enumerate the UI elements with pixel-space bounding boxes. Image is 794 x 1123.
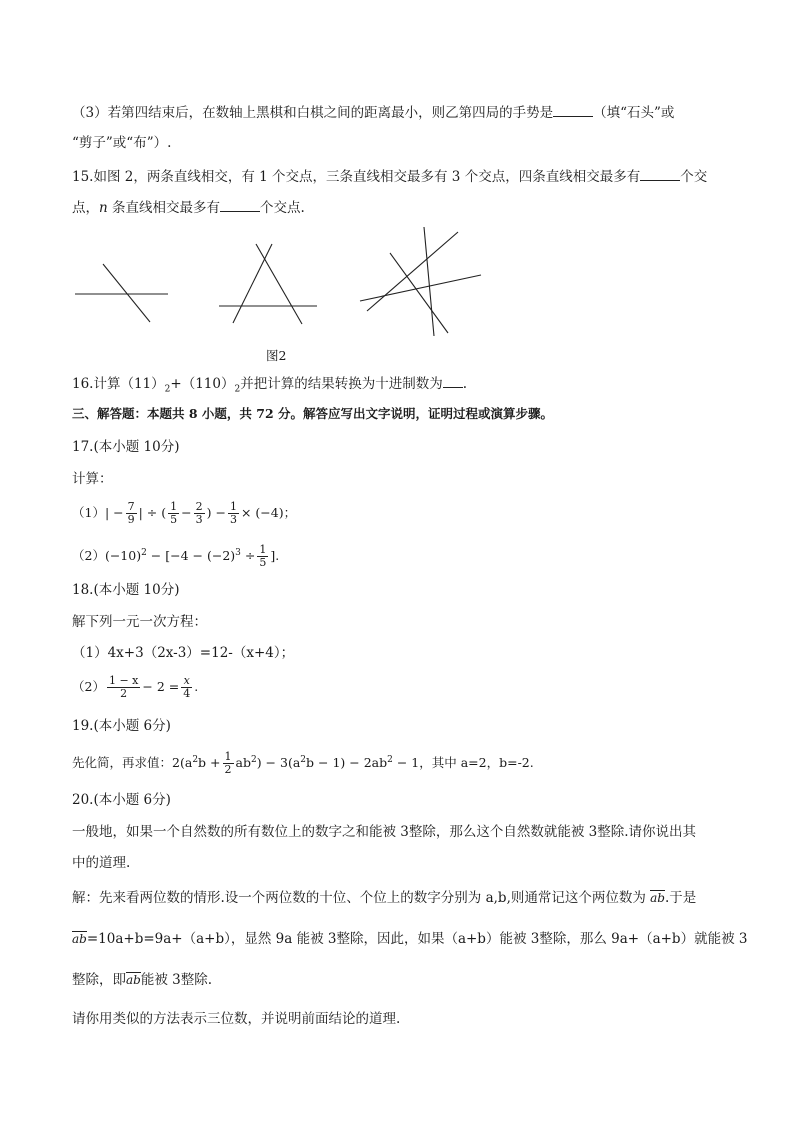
- q17-heading: 17.(本小题 10分): [72, 439, 180, 455]
- q16-line: 16.计算$(11)_2+(110)_2$并把计算的结果转换为十进制数为 .: [72, 373, 467, 400]
- q20-line5: 整除，即ab能被 3整除.: [72, 972, 213, 988]
- q18-heading: 18.(本小题 10分): [72, 582, 180, 598]
- fraction: $\frac{1}{3}$: [229, 500, 237, 526]
- q19-problem: 先化简，再求值：$2(a^2b$ + $\frac{1}{2}$ $ab^2) - 3(a^2b - 1) - 2ab^2 - 1$，其中 a=2，b=-2.: [72, 750, 534, 777]
- q18-part1: （1）4x+3（2x-3）=12-（x+4）；: [72, 645, 295, 661]
- q14-part3-line2: “剪子”或“布”）.: [72, 135, 172, 151]
- overline-ab: ab: [126, 973, 141, 987]
- figure-caption: 图2: [266, 348, 287, 363]
- q20-line4: ab=10a+b=9a+（a+b），显然 9a 能被 3整除，因此，如果（a+b）能被 3整除，那么 9a+（a+b）就能被 3: [72, 931, 748, 947]
- figure-2-intersecting-lines: [0, 0, 794, 380]
- q20-line6: 请你用类似的方法表示三位数，并说明前面结论的道理.: [72, 1011, 401, 1027]
- fraction: $\frac{1}{5}$: [170, 500, 178, 526]
- q15-line2: 点，n 条直线相交最多有 个交点.: [72, 197, 305, 218]
- three-lines: [219, 244, 317, 324]
- q18-part2: （2） $\frac{1 - x}{2}$ − 2 = $\frac{x}{4}$ .: [72, 674, 199, 700]
- fraction: $\frac{1}{5}$: [259, 543, 267, 570]
- q15-line1: 15.如图 2，两条直线相交，有 1 个交点，三条直线相交最多有 3 个交点，四条直线相交最多有 个交: [72, 166, 707, 187]
- q17-part2: $(2)(-10)^2 - [-4 - (-2)^3$ ÷ $\frac{1}{5}$ ].: [72, 543, 280, 570]
- q20-heading: 20.(本小题 6分): [72, 792, 171, 808]
- fraction: $\frac{x}{4}$: [183, 674, 191, 700]
- q17-part1: （1）| − $\frac{7}{9}$ | ÷ ( $\frac{1}{5}$ − $\frac{2}{3}$ ) − $\frac{1}{3}$ × (−4)；: [72, 500, 297, 526]
- answer-blank: [443, 373, 463, 388]
- overline-ab: ab: [650, 891, 665, 905]
- fraction: $\frac{7}{9}$: [127, 500, 135, 526]
- q18-intro: 解下列一元一次方程：: [72, 614, 207, 630]
- q20-line1: 一般地，如果一个自然数的所有数位上的数字之和能被 3整除，那么这个自然数就能被 3整除.请你说出其: [72, 824, 697, 840]
- section-3-heading: 三、解答题：本题共 8 小题，共 72 分。解答应写出文字说明，证明过程或演算步骤。: [72, 406, 554, 421]
- q20-line2: 中的道理.: [72, 855, 131, 871]
- q17-intro: 计算：: [72, 471, 113, 487]
- q20-line3: 解：先来看两位数的情形.设一个两位数的十位、个位上的数字分别为 a,b,则通常记这个两位数为 ab.于是: [72, 890, 697, 906]
- fraction: $\frac{1}{2}$: [224, 750, 232, 777]
- q14-part3-line1: （3）若第四结束后，在数轴上黑棋和白棋之间的距离最小，则乙第四局的手势是 （填“石头”或: [72, 102, 674, 123]
- two-lines: [75, 264, 168, 322]
- fraction: $\frac{1 - x}{2}$: [108, 674, 139, 700]
- overline-ab: ab: [72, 932, 87, 946]
- four-lines: [360, 227, 481, 336]
- q19-heading: 19.(本小题 6分): [72, 718, 171, 734]
- fraction: $\frac{2}{3}$: [195, 500, 203, 526]
